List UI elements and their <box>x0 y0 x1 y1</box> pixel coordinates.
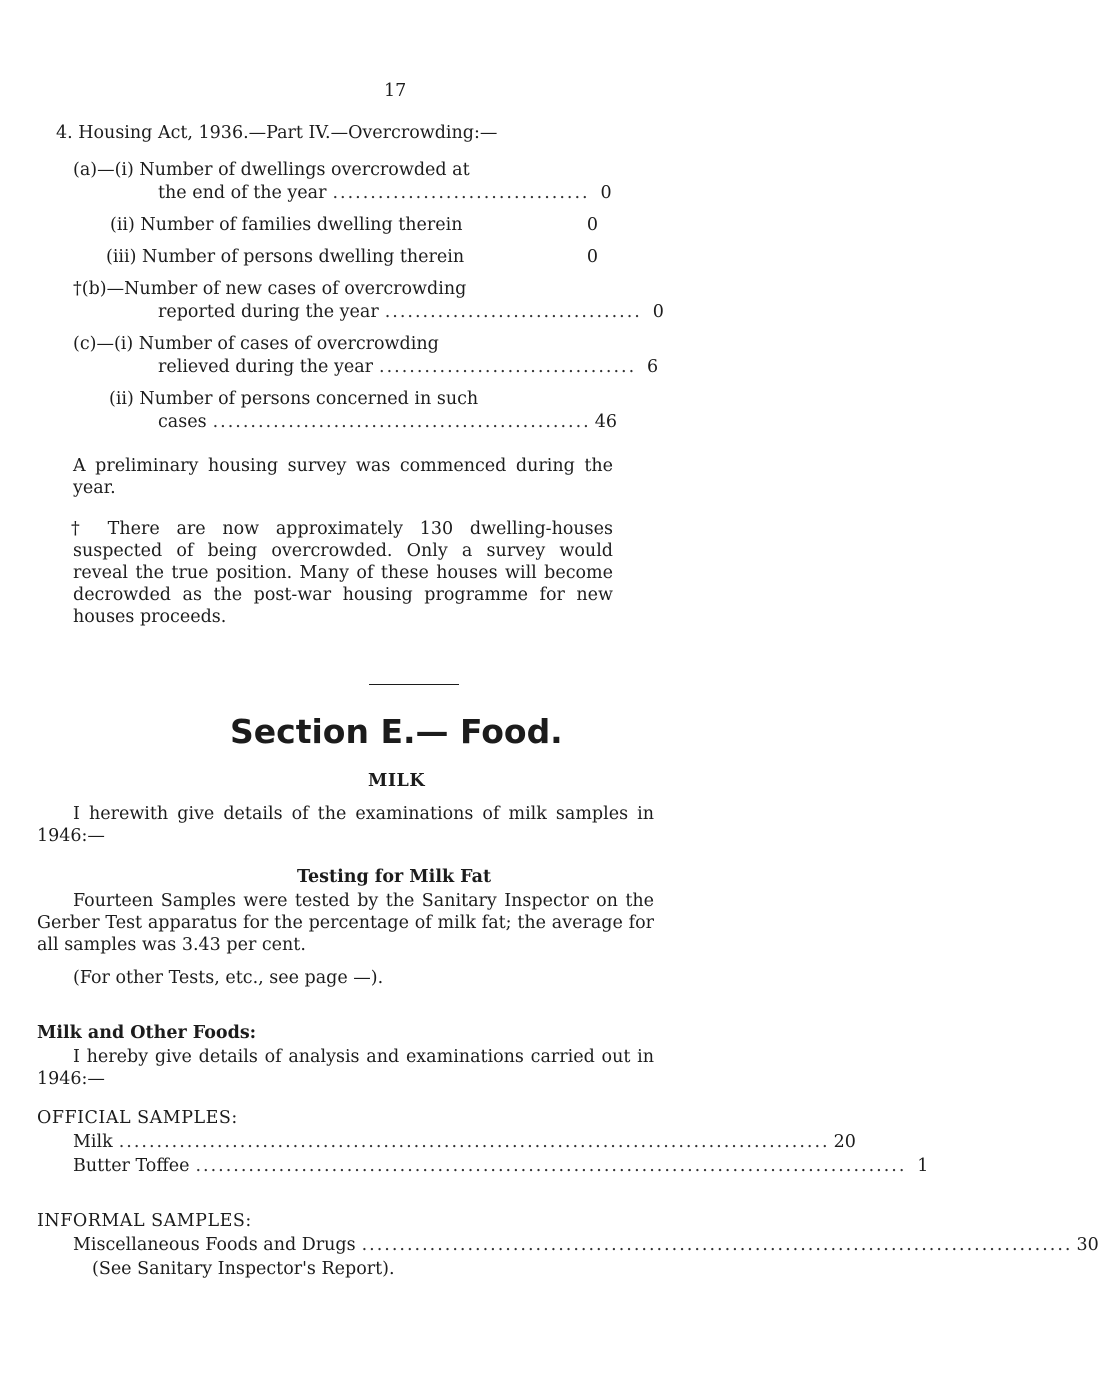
item-a-iii-value: 0 <box>586 247 598 267</box>
leader-dots: .................................. <box>384 302 642 322</box>
item-c-i-line2: relieved during the year <box>158 357 374 377</box>
section-title: Section E.— Food. <box>230 712 563 751</box>
official-sample-label: Butter Toffee <box>73 1156 190 1176</box>
leader-dots: .................................................. <box>212 412 591 432</box>
official-sample-row <box>73 1131 856 1153</box>
official-sample-row <box>73 1155 929 1177</box>
leader-dots: .............................................................................................. <box>361 1235 1073 1255</box>
milk-heading: MILK <box>368 771 426 791</box>
item-b-line2: reported during the year <box>158 302 379 322</box>
item-c-i-line1: (c)—(i) Number of cases of overcrowding <box>73 334 439 354</box>
item-b-line1: †(b)—Number of new cases of overcrowding <box>73 279 467 299</box>
informal-sample-label: Miscellaneous Foods and Drugs <box>73 1235 356 1255</box>
item-a-ii-row <box>110 214 598 236</box>
item-c-ii-line1: (ii) Number of persons concerned in such <box>109 389 479 409</box>
informal-samples-note: (See Sanitary Inspector's Report). <box>92 1259 395 1279</box>
official-sample-value: 1 <box>917 1156 929 1176</box>
official-samples-heading: OFFICIAL SAMPLES: <box>37 1108 238 1128</box>
item-a-ii-value: 0 <box>586 215 598 235</box>
item-b-row <box>158 301 664 323</box>
housing-heading: 4. Housing Act, 1936.—Part IV.—Overcrowding:— <box>56 123 498 143</box>
informal-sample-value: 30 <box>1076 1235 1099 1255</box>
milk-intro: I herewith give details of the examinations of milk samples in 1946:— <box>37 804 654 846</box>
item-c-i-row <box>158 356 659 378</box>
leader-dots: .................................. <box>332 183 590 203</box>
leader-dots: .............................................................................................. <box>118 1132 830 1152</box>
foods-intro: I hereby give details of analysis and examinations carried out in 1946:— <box>37 1047 654 1089</box>
item-a-i-row <box>158 182 612 204</box>
page-number: 17 <box>384 81 407 101</box>
other-tests-note: (For other Tests, etc., see page —). <box>73 968 384 988</box>
section-divider <box>369 684 459 685</box>
survey-paragraph: A preliminary housing survey was commenced during the year. <box>73 456 613 498</box>
official-sample-value: 20 <box>833 1132 856 1152</box>
item-c-i-value: 6 <box>647 357 659 377</box>
item-c-ii-line2: cases <box>158 412 207 432</box>
item-a-i-line2: the end of the year <box>158 183 327 203</box>
informal-samples-heading: INFORMAL SAMPLES: <box>37 1211 252 1231</box>
testing-heading: Testing for Milk Fat <box>297 867 492 887</box>
item-c-ii-row <box>158 411 617 433</box>
item-c-ii-value: 46 <box>594 412 617 432</box>
item-a-i-value: 0 <box>600 183 612 203</box>
informal-sample-row <box>73 1234 1099 1256</box>
footnote-paragraph: † There are now approximately 130 dwelling-houses suspected of being overcrowded. Only a survey would reveal the true position. Many of these houses will become decrowded as the post-war housing programme for new houses proceeds. <box>71 519 613 627</box>
item-a-iii-row <box>106 246 598 268</box>
leader-dots: .............................................................................................. <box>195 1156 907 1176</box>
item-a-i-line1: (a)—(i) Number of dwellings overcrowded at <box>73 160 470 180</box>
leader-dots: .................................. <box>379 357 637 377</box>
official-sample-label: Milk <box>73 1132 113 1152</box>
item-b-value: 0 <box>652 302 664 322</box>
item-a-iii-label: (iii) Number of persons dwelling therein <box>106 247 465 267</box>
foods-heading: Milk and Other Foods: <box>37 1023 257 1043</box>
item-a-ii-label: (ii) Number of families dwelling therein <box>110 215 463 235</box>
testing-paragraph: Fourteen Samples were tested by the Sanitary Inspector on the Gerber Test apparatus for the percentage of milk fat; the average for all samples was 3.43 per cent. <box>37 891 654 955</box>
